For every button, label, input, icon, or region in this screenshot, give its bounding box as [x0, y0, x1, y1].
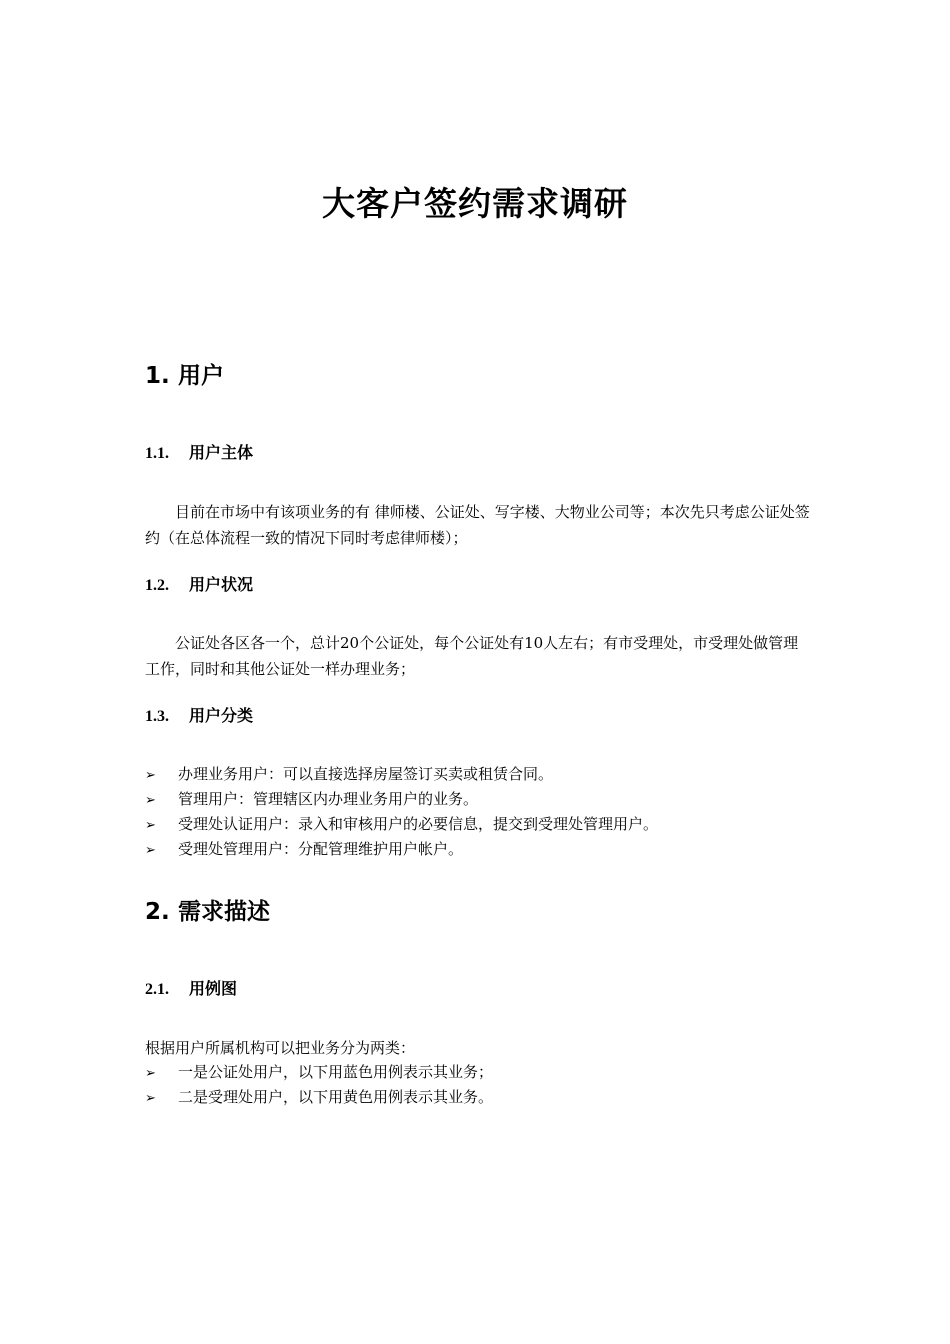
subsection-title: 用户状况 — [189, 575, 254, 594]
section-2-heading — [145, 893, 270, 926]
document-title: 大客户签约需求调研 — [322, 184, 628, 223]
business-type-list — [145, 1060, 810, 1110]
arrow-bullet-icon: ➢ — [145, 1091, 156, 1106]
list-item: ➢ 二是受理处用户，以下用黄色用例表示其业务。 — [145, 1085, 810, 1110]
list-item: ➢ 受理处管理用户：分配管理维护用户帐户。 — [145, 837, 810, 862]
subsection-1-2-heading — [145, 572, 253, 595]
subsection-2-1-heading — [145, 976, 237, 999]
paragraph-use-case-intro: 根据用户所属机构可以把业务分为两类： — [145, 1039, 416, 1057]
section-1-heading — [145, 357, 224, 390]
subsection-title: 用例图 — [189, 979, 238, 998]
section-title: 用户 — [178, 363, 224, 389]
subsection-number: 1.1. — [145, 445, 169, 462]
list-item: ➢ 受理处认证用户：录入和审核用户的必要信息，提交到受理处管理用户。 — [145, 812, 810, 837]
section-title: 需求描述 — [178, 899, 270, 925]
arrow-bullet-icon: ➢ — [145, 793, 156, 808]
list-item: ➢ 一是公证处用户，以下用蓝色用例表示其业务； — [145, 1060, 810, 1085]
subsection-title: 用户分类 — [189, 706, 254, 725]
subsection-number: 2.1. — [145, 981, 169, 998]
subsection-number: 1.2. — [145, 577, 169, 594]
arrow-bullet-icon: ➢ — [145, 1066, 156, 1081]
subsection-1-1-heading — [145, 440, 253, 463]
list-item: ➢ 办理业务用户：可以直接选择房屋签订买卖或租赁合同。 — [145, 762, 810, 787]
arrow-bullet-icon: ➢ — [145, 843, 156, 858]
subsection-title: 用户主体 — [189, 443, 254, 462]
arrow-bullet-icon: ➢ — [145, 768, 156, 783]
paragraph-user-subjects: 目前在市场中有该项业务的有 律师楼、公证处、写字楼、大物业公司等；本次先只考虑公证处签约（在总体流程一致的情况下同时考虑律师楼）； — [145, 503, 810, 547]
list-item: ➢ 管理用户：管理辖区内办理业务用户的业务。 — [145, 787, 810, 812]
subsection-number: 1.3. — [145, 708, 169, 725]
section-number: 1. — [145, 363, 170, 389]
subsection-1-3-heading — [145, 703, 253, 726]
user-category-list — [145, 762, 810, 862]
section-number: 2. — [145, 899, 170, 925]
paragraph-user-status: 公证处各区各一个，总计20个公证处，每个公证处有10人左右；有市受理处，市受理处做管理工作，同时和其他公证处一样办理业务； — [145, 634, 799, 678]
arrow-bullet-icon: ➢ — [145, 818, 156, 833]
